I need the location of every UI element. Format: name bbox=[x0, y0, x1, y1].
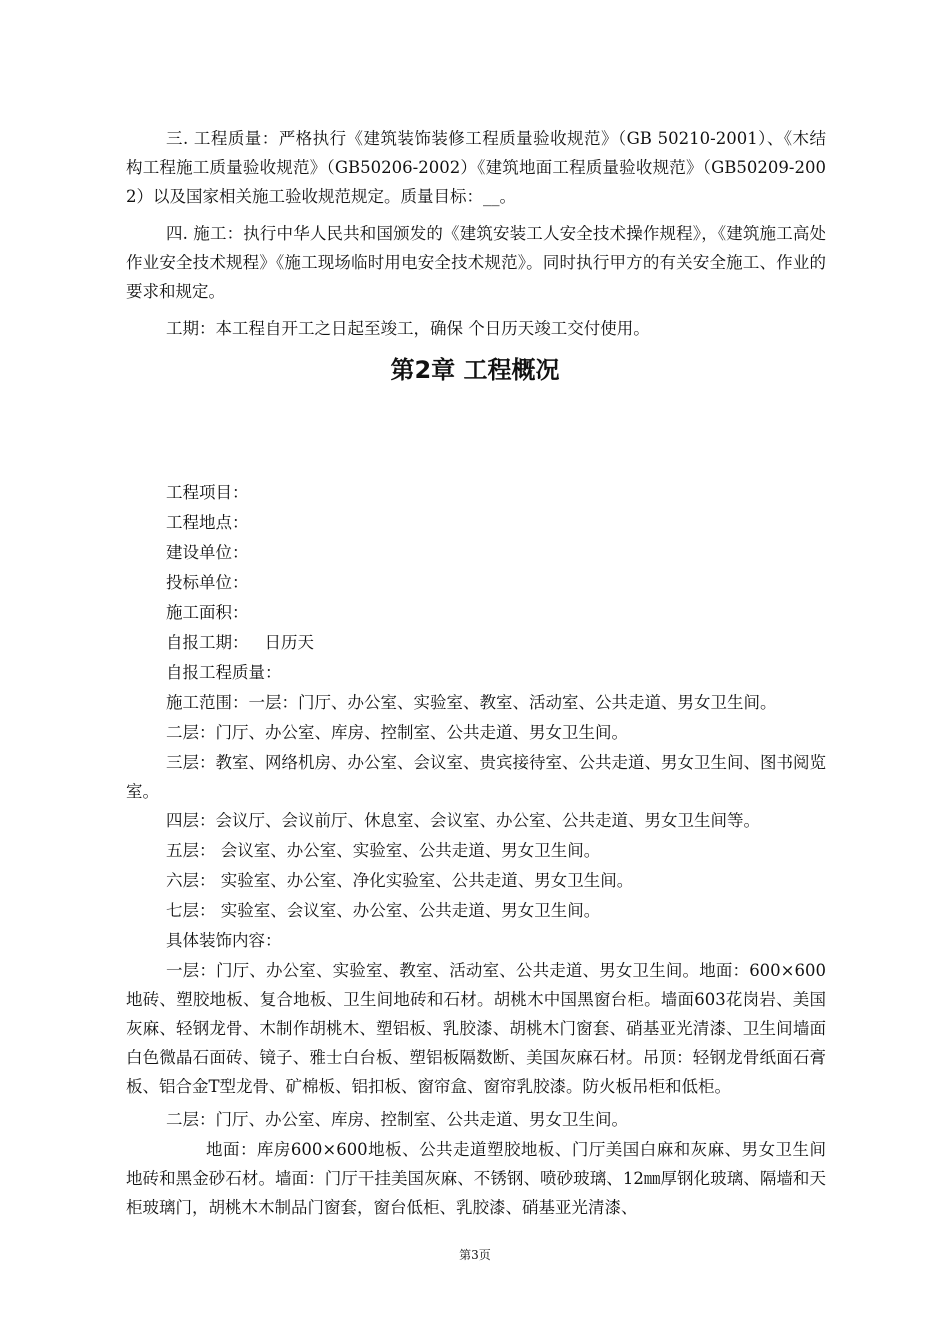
page-number: 第3页 bbox=[459, 1248, 491, 1262]
scope-floor-5: 五层： 会议室、办公室、实验室、公共走道、男女卫生间。 bbox=[166, 841, 601, 860]
scope-floor-3: 三层：教室、网络机房、办公室、会议室、贵宾接待室、公共走道、男女卫生间、图书阅览室。 bbox=[126, 753, 826, 801]
scope-floor-1: 施工范围：一层：门厅、办公室、实验室、教室、活动室、公共走道、男女卫生间。 bbox=[166, 693, 777, 712]
owner-line: 建设单位： bbox=[166, 543, 249, 562]
scope-floor-6: 六层： 实验室、办公室、净化实验室、公共走道、男女卫生间。 bbox=[166, 871, 634, 890]
scope-floor-7: 七层： 实验室、会议室、办公室、公共走道、男女卫生间。 bbox=[166, 901, 601, 920]
bidder-line: 投标单位： bbox=[166, 573, 249, 592]
safety-paragraph: 四. 施工：执行中华人民共和国颁发的《建筑安装工人安全技术操作规程》，《建筑施工高处作业安全技术规程》《施工现场临时用电安全技术规范》。同时执行甲方的有关安全施工、作业的要求和规定。 bbox=[126, 224, 826, 301]
area-line: 施工面积： bbox=[166, 603, 249, 622]
project-name-line: 工程项目： bbox=[166, 483, 249, 502]
chapter-title: 第2章 工程概况 bbox=[390, 356, 560, 384]
period-label: 自报工期： bbox=[166, 633, 249, 652]
scope-floor-2: 二层：门厅、办公室、库房、控制室、公共走道、男女卫生间。 bbox=[166, 723, 628, 742]
decoration-heading: 具体装饰内容： bbox=[166, 931, 282, 950]
project-overview bbox=[126, 478, 826, 1222]
quality-line: 自报工程质量： bbox=[166, 663, 282, 682]
intro-section bbox=[126, 124, 826, 351]
scope-floor-4: 四层：会议厅、会议前厅、休息室、会议室、办公室、公共走道、男女卫生间等。 bbox=[166, 811, 760, 830]
decoration-floor-1: 一层：门厅、办公室、实验室、教室、活动室、公共走道、男女卫生间。地面：600×600地砖、塑胶地板、复合地板、卫生间地砖和石材。胡桃木中国黑窗台柜。墙面603花岗岩、美国灰麻、轻钢龙骨、木制作胡桃木、塑铝板、乳胶漆、胡桃木门窗套、硝基亚光清漆、卫生间墙面白色微晶石面砖、镜子、雅士白台板、塑铝板隔数断、美国灰麻石材。吊顶：轻钢龙骨纸面石膏板、铝合金T型龙骨、矿棉板、铝扣板、窗帘盒、窗帘乳胶漆。防火板吊柜和低柜。 bbox=[126, 961, 826, 1096]
schedule-paragraph: 工期：本工程自开工之日起至竣工，确保 个日历天竣工交付使用。 bbox=[166, 319, 650, 338]
decoration-floor-2-heading: 二层：门厅、办公室、库房、控制室、公共走道、男女卫生间。 bbox=[166, 1110, 628, 1129]
quality-paragraph: 三. 工程质量：严格执行《建筑装饰装修工程质量验收规范》（GB 50210-2001）、《木结构工程施工质量验收规范》（GB50206-2002）《建筑地面工程质量验收规范》（GB50209-2002）以及国家相关施工验收规范规定。质量目标：__。 bbox=[126, 129, 826, 206]
period-unit: 日历天 bbox=[264, 633, 314, 652]
project-location-line: 工程地点： bbox=[166, 513, 249, 532]
period-line bbox=[126, 628, 826, 658]
decoration-floor-2-detail: 地面：库房600×600地板、公共走道塑胶地板、门厅美国白麻和灰麻、男女卫生间地砖和黑金砂石材。墙面：门厅干挂美国灰麻、不锈钢、喷砂玻璃、12㎜厚钢化玻璃、隔墙和天柜玻璃门，胡桃木木制品门窗套，窗台低柜、乳胶漆、硝基亚光清漆、 bbox=[126, 1140, 826, 1217]
